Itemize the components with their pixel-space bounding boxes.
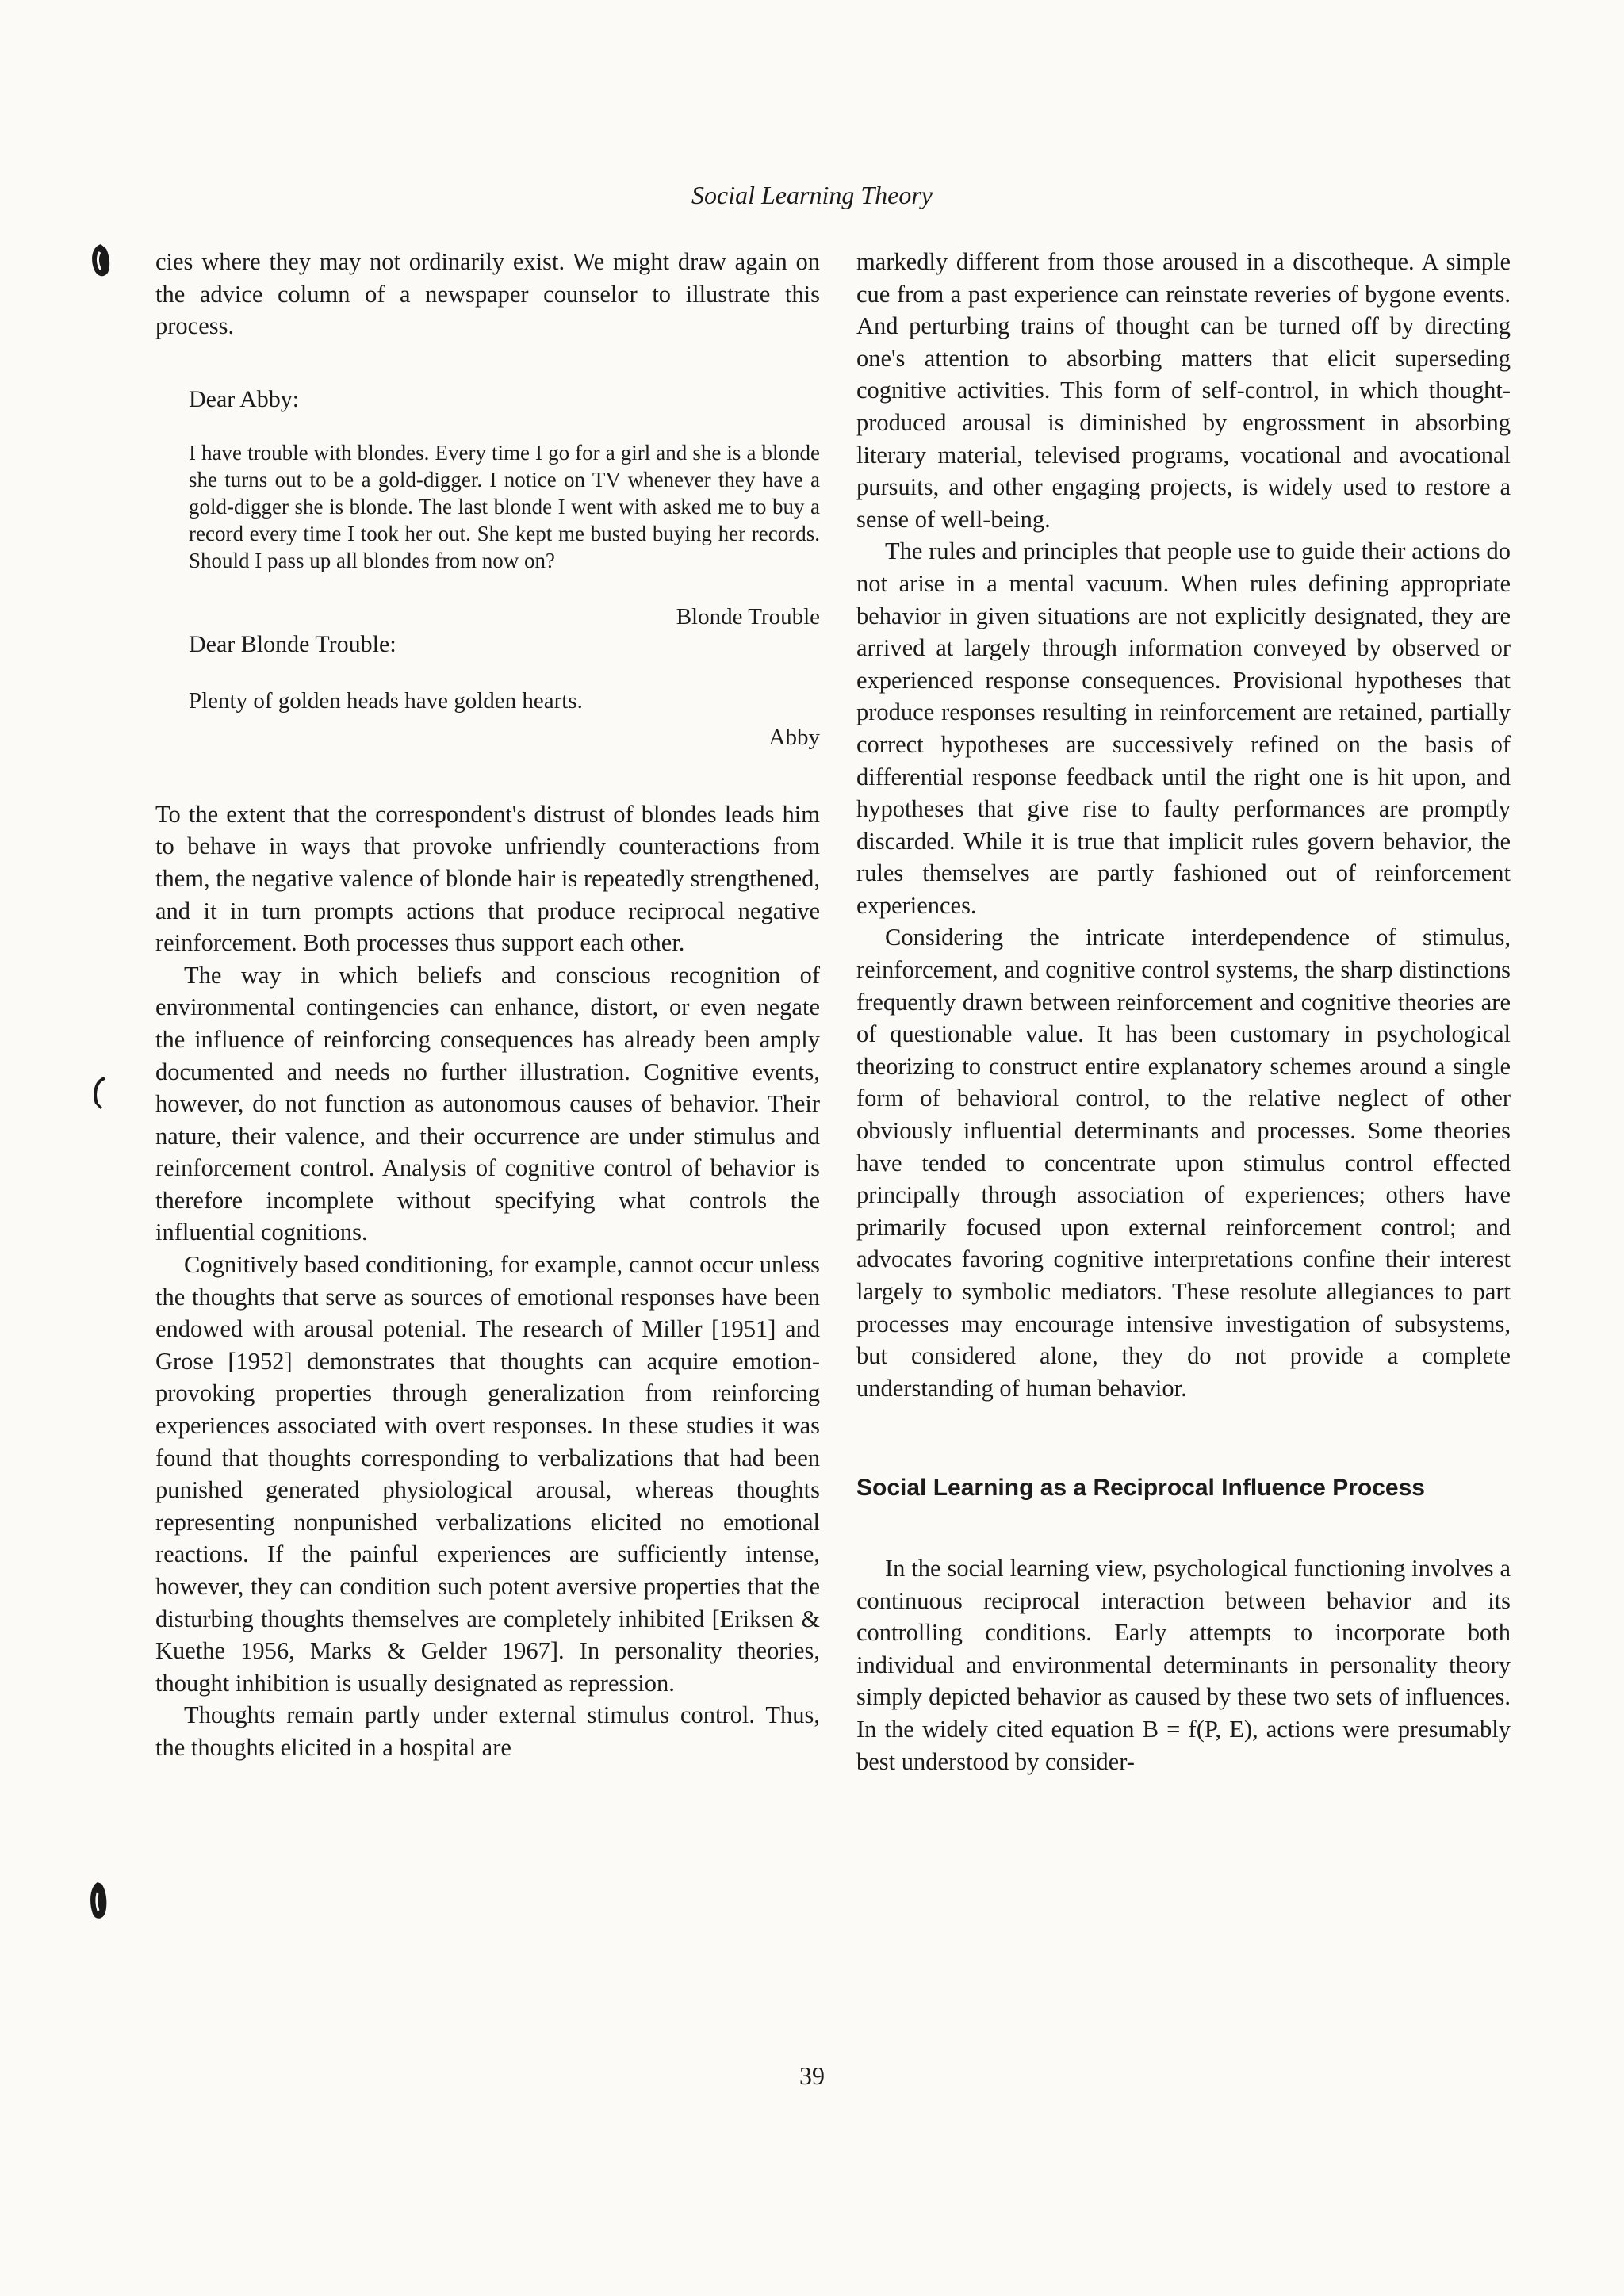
left-intro-paragraph: cies where they may not ordinarily exist. We might draw again on the advice column of a newspaper counselor to illustrate this process. — [155, 248, 820, 340]
right-paragraph-1: markedly different from those aroused in a discotheque. A simple cue from a past experience can reinstate reveries of bygone events. And perturbing trains of thought can be turned off by directing one's attention to absorbing matters that elicit superseding cognitive activities. This form of self-control, in which thought-produced arousal is diminished by engrossment in absorbing literary material, televised programs, vocational and avocational pursuits, and other engaging projects, is widely used to restore a sense of well-being. — [856, 248, 1511, 533]
letter-body: I have trouble with blondes. Every time I go for a girl and she is a blonde she turns out to be a gold-digger. I notice on TV whenever they have a gold-digger she is blonde. The last blonde I went with asked me to buy a record every time I took her out. She kept me busted buying her records. Should I pass up all blondes from now on? — [189, 441, 820, 573]
advice-letter — [189, 384, 820, 754]
running-head: Social Learning Theory — [691, 181, 933, 209]
right-paragraph-4: In the social learning view, psychological functioning involves a continuous reciprocal interaction between behavior and its controlling conditions. Early attempts to incorporate both individual and environmental determinants in personality theory simply depicted behavior as caused by these two sets of influences. In the widely cited equation B = f(P, E), actions were presumably best understood by consider- — [856, 1554, 1511, 1775]
left-column — [155, 246, 820, 1764]
reply-salutation: Dear Blonde Trouble: — [189, 630, 396, 657]
left-paragraph-3: Cognitively based conditioning, for example, cannot occur unless the thoughts that serve as sources of emotional responses have been endowed with arousal potenial. The research of Miller [1951] and Grose [1952] demonstrates that thoughts can acquire emotion-provoking properties through generalization from reinforcing experiences associated with overt responses. In these studies it was found that thoughts corresponding to verbalizations that had been punished generated physiological arousal, whereas thoughts representing nonpunished verbalizations elicited no emotional reactions. If the painful experiences are sufficiently intense, however, they can condition such potent aversive properties that the disturbing thoughts themselves are completely inhibited [Eriksen & Kuethe 1956, Marks & Gelder 1967]. In personality theories, thought inhibition is usually designated as repression. — [155, 1251, 820, 1697]
letter-signature: Blonde Trouble — [676, 604, 820, 630]
left-paragraph-1: To the extent that the correspondent's distrust of blondes leads him to behave in ways that provoke unfriendly counteractions from them, the negative valence of blonde hair is repeatedly strengthened, and it in turn prompts actions that produce reciprocal negative reinforcement. Both processes thus support each other. — [155, 800, 820, 957]
right-column — [856, 246, 1511, 1777]
binder-mark-bottom — [86, 1879, 109, 1923]
binder-mark-top — [87, 241, 114, 282]
page-number: 39 — [799, 2061, 825, 2090]
right-paragraph-2: The rules and principles that people use to guide their actions do not arise in a mental vacuum. When rules defining appropriate behavior in given situations are not explicitly designated, they are arrived at largely through information conveyed by observed or experienced response consequences. Provisional hypotheses that produce responses resulting in reinforcement are retained, partially correct hypotheses are successively refined on the basis of differential response feedback until the right one is hit upon, and hypotheses that give rise to faulty performances are promptly discarded. While it is true that implicit rules govern behavior, the rules themselves are partly fashioned out of reinforcement experiences. — [856, 538, 1511, 919]
left-paragraph-4: Thoughts remain partly under external stimulus control. Thus, the thoughts elicited in a hospital are — [155, 1701, 820, 1761]
left-paragraph-2: The way in which beliefs and conscious recognition of environmental contingencies can enhance, distort, or even negate the influence of reinforcing consequences has already been amply documented and needs no further illustration. Cognitive events, however, do not function as autonomous causes of behavior. Their nature, their valence, and their occurrence are under stimulus and reinforcement control. Analysis of cognitive control of behavior is therefore incomplete without specifying what controls the influential cognitions. — [155, 961, 820, 1246]
binder-mark-middle — [89, 1073, 109, 1112]
right-paragraph-3: Considering the intricate interdependence of stimulus, reinforcement, and cognitive control systems, the sharp distinctions frequently drawn between reinforcement and cognitive theories are of questionable value. It has been customary in psychological theorizing to construct entire explanatory schemes around a single form of behavioral control, to the relative neglect of other obviously influential determinants and processes. Some theories have tended to concentrate upon stimulus control effected principally through association of experiences; others have primarily focused upon external reinforcement control; and advocates favoring cognitive interpretations confine their interest largely to symbolic mediators. These resolute allegiances to part processes may encourage intensive investigation of subsystems, but considered alone, they do not provide a complete understanding of human behavior. — [856, 924, 1511, 1402]
section-heading: Social Learning as a Reciprocal Influence Process — [856, 1475, 1425, 1502]
letter-salutation: Dear Abby: — [189, 385, 300, 412]
reply-body: Plenty of golden heads have golden hearts. — [189, 687, 583, 714]
reply-signature: Abby — [768, 725, 820, 751]
